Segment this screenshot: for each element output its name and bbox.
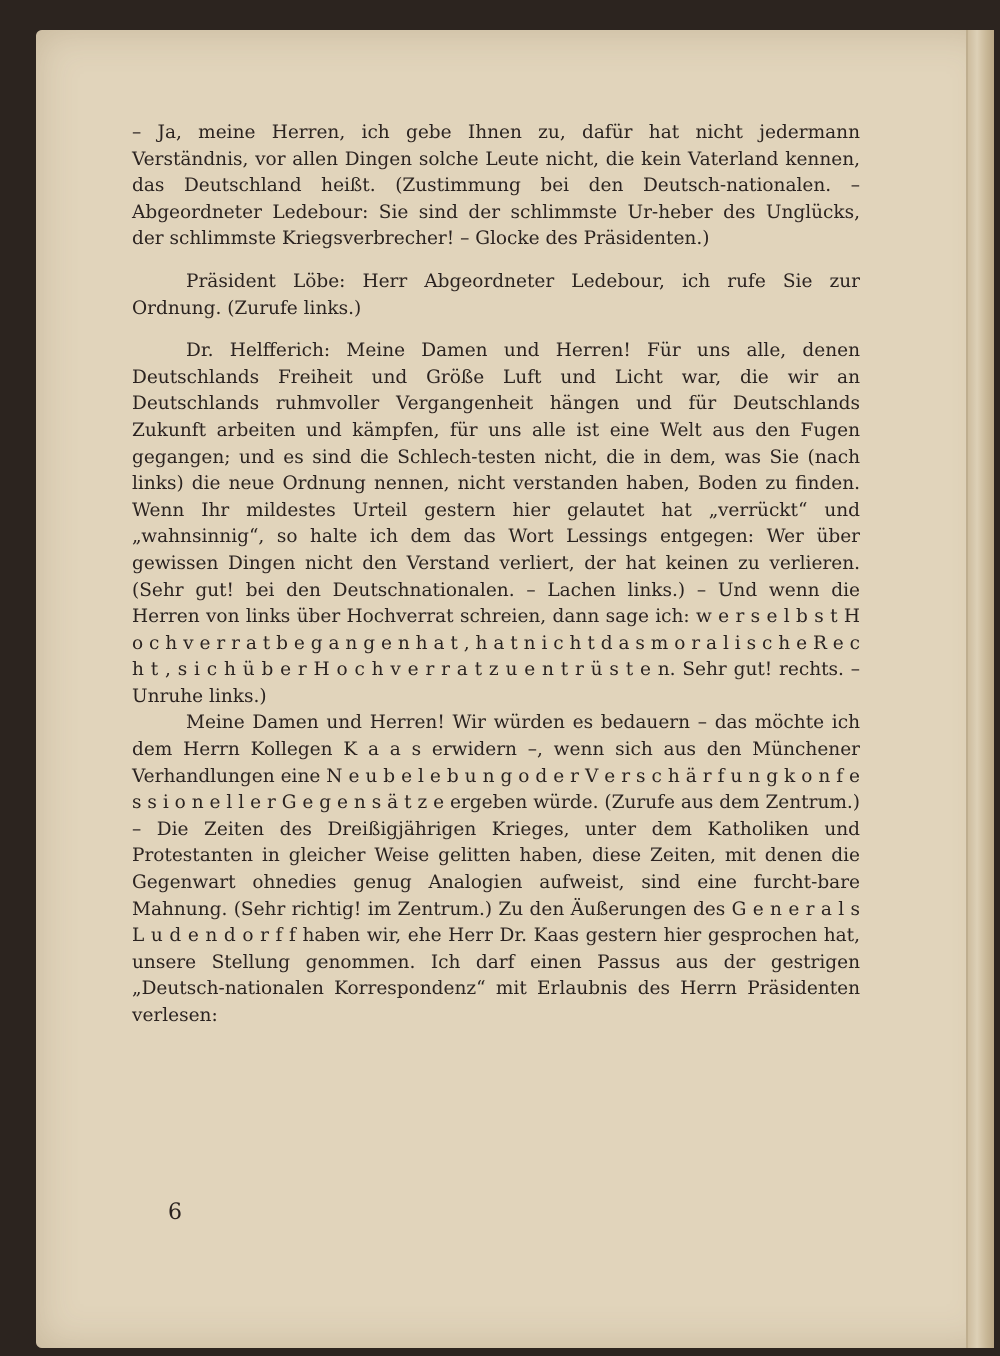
- body-text: [132, 120, 860, 1030]
- page-number: 6: [168, 1200, 182, 1225]
- paragraph-kaas-reply: Meine Damen und Herren! Wir würden es bedauern – das möchte ich dem Herrn Kollegen K a a s erwidern –, wenn sich aus den Münchener Verhandlungen eine N e u b e l e b u n g o d e r V e r s c h ä r f u n g k o n f e s s i o n e l l e r G e g e n s ä t z e ergeben würde. (Zurufe aus dem Zentrum.) – Die Zeiten des Dreißigjährigen Krieges, unter dem Katholiken und Protestanten in gleicher Weise gelitten haben, diese Zeiten, mit denen die Gegenwart ohnedies genug Analogien aufweist, sind eine furcht-bare Mahnung. (Sehr richtig! im Zentrum.) Zu den Äußerungen des G e n e r a l s L u d e n d o r f f haben wir, ehe Herr Dr. Kaas gestern hier gesprochen hat, unsere Stellung genommen. Ich darf einen Passus aus der gestrigen „Deutsch-nationalen Korrespondenz“ mit Erlaubnis des Herrn Präsidenten verlesen:: [132, 712, 860, 1026]
- paragraph-ledebour-interjection: – Ja, meine Herren, ich gebe Ihnen zu, dafür hat nicht jedermann Verständnis, vor allen Dingen solche Leute nicht, die kein Vaterland kennen, das Deutschland heißt. (Zustimmung bei den Deutsch-nationalen. – Abgeordneter Ledebour: Sie sind der schlimmste Ur-heber des Unglücks, der schlimmste Kriegsverbrecher! – Glocke des Präsidenten.): [132, 122, 860, 250]
- paragraph-helfferich-speech: Dr. Helfferich: Meine Damen und Herren! Für uns alle, denen Deutschlands Freiheit und Größe Luft und Licht war, die wir an Deutschlands ruhmvoller Vergangenheit hängen und für Deutschlands Zukunft arbeiten und kämpfen, für uns alle ist eine Welt aus den Fugen gegangen; und es sind die Schlech-testen nicht, die in dem, was Sie (nach links) die neue Ordnung nennen, nicht verstanden haben, Boden zu finden. Wenn Ihr mildestes Urteil gestern hier gelautet hat „verrückt“ und „wahnsinnig“, so halte ich dem das Wort Lessings entgegen: Wer über gewissen Dingen nicht den Verstand verliert, der hat keinen zu verlieren. (Sehr gut! bei den Deutschnationalen. – Lachen links.) – Und wenn die Herren von links über Hochverrat schreien, dann sage ich: w e r s e l b s t H o c h v e r r a t b e g a n g e n h a t , h a t n i c h t d a s m o r a l i s c h e R e c h t , s i c h ü b e r H o c h v e r r a t z u e n t r ü s t e n. Sehr gut! rechts. – Unruhe links.): [132, 340, 860, 707]
- page-edge: [966, 30, 994, 1348]
- paragraph-president-loebe: Präsident Löbe: Herr Abgeordneter Ledebour, ich rufe Sie zur Ordnung. (Zurufe links.): [132, 270, 860, 319]
